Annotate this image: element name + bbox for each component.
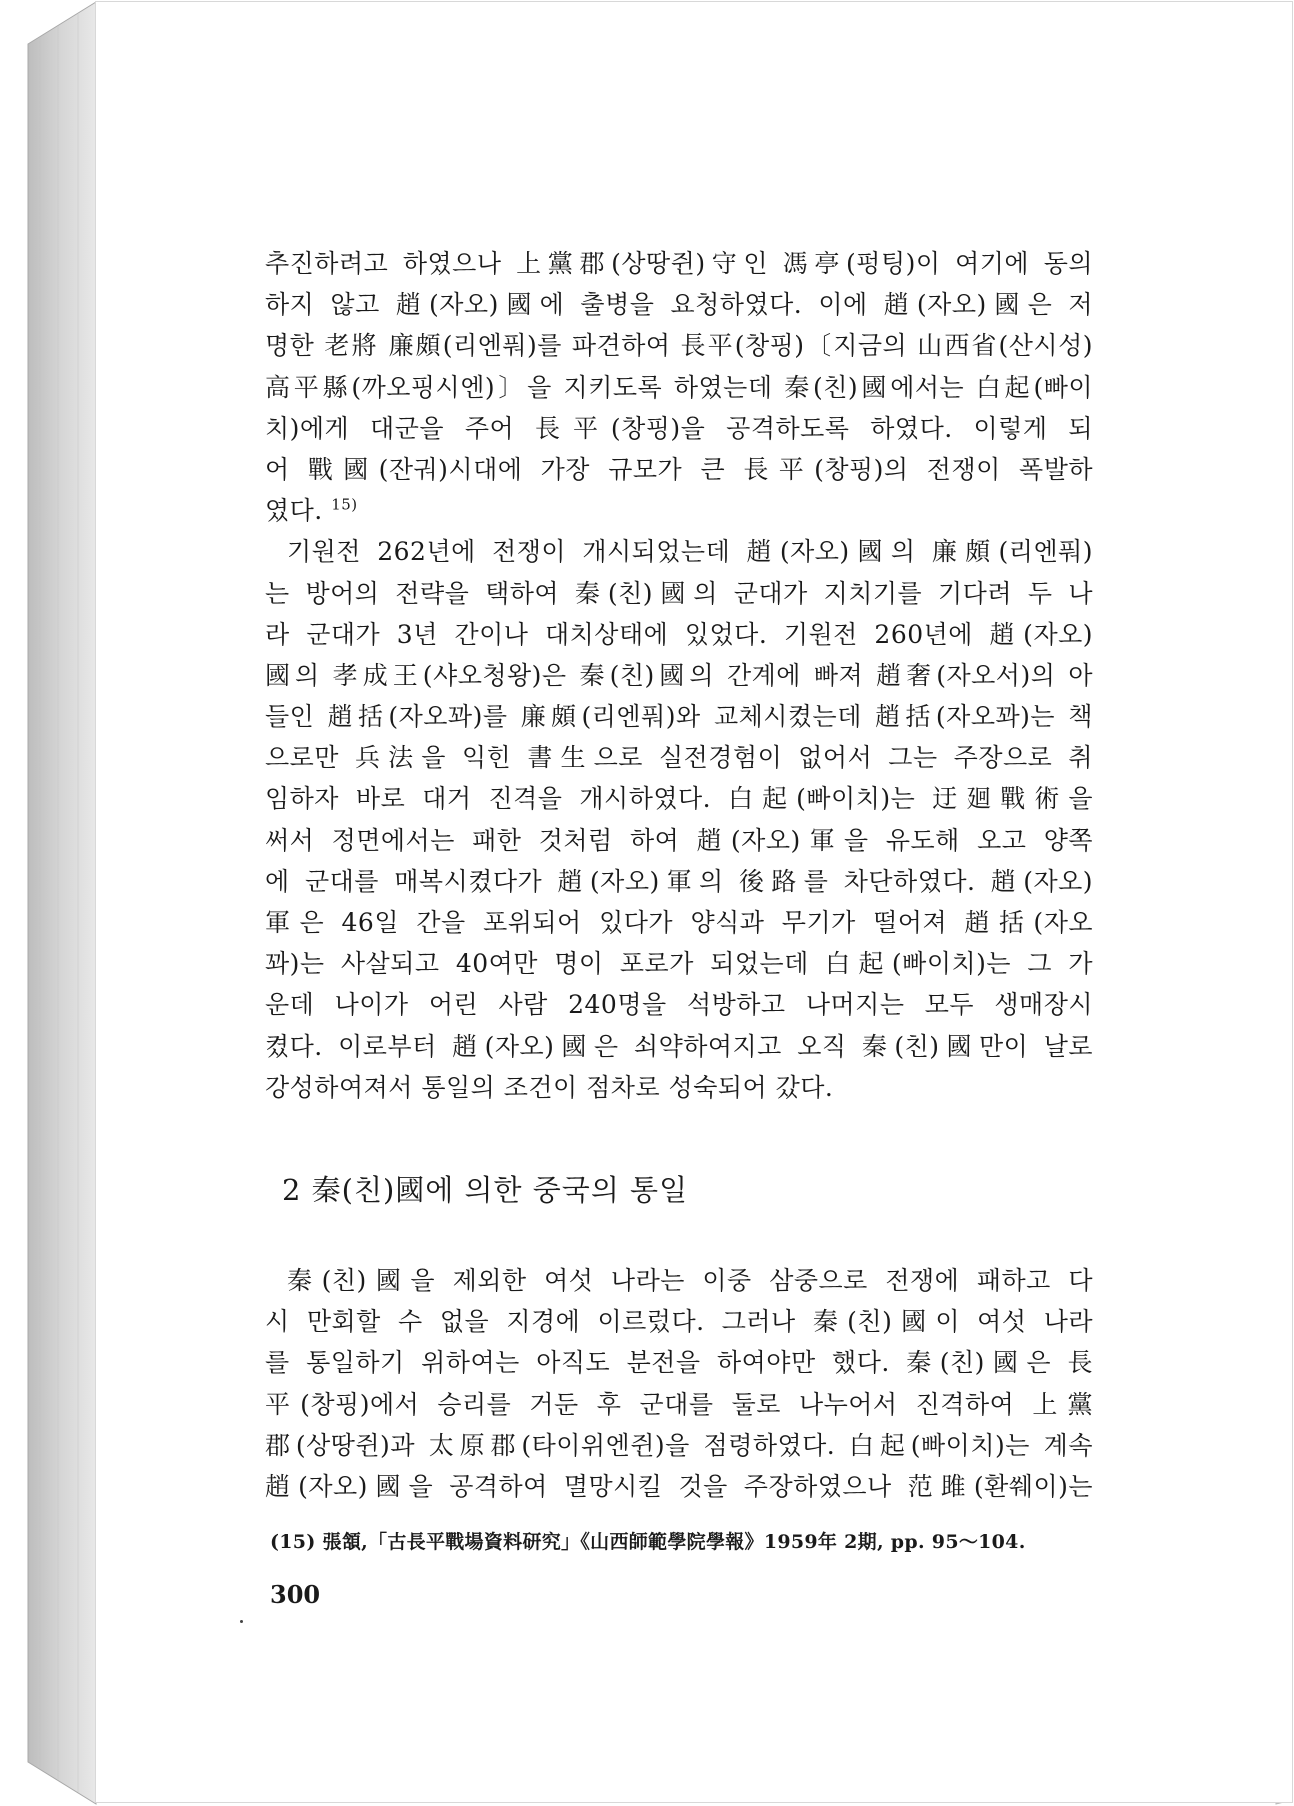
text-line: 치)에게 대군을 주어 長平(창핑)을 공격하도록 하였다. 이렇게 되 — [265, 413, 1093, 443]
text-line: 명한 老將 廉頗(리엔풔)를 파견하여 長平(창핑)〔지금의 山西省(산시성) — [265, 331, 1093, 361]
text-line: 趙(자오)國을 공격하여 멸망시킬 것을 주장하였으나 范雎(환쒜이)는 — [265, 1471, 1093, 1501]
text-line: 高平縣(까오핑시엔)〕을 지키도록 하였는데 秦(친)國에서는 白起(빠이 — [265, 372, 1093, 402]
text-line: 國의 孝成王(샤오청왕)은 秦(친)國의 간계에 빠져 趙奢(자오서)의 아 — [265, 660, 1093, 690]
text-line: 라 군대가 3년 간이나 대치상태에 있었다. 기원전 260년에 趙(자오) — [265, 619, 1093, 649]
text-line: 으로만 兵法을 익힌 書生으로 실전경험이 없어서 그는 주장으로 취 — [265, 743, 1093, 773]
ink-fleck — [240, 1620, 243, 1623]
text-line: 임하자 바로 대거 진격을 개시하였다. 白起(빠이치)는 迂廻戰術을 — [265, 784, 1093, 814]
text-line: 강성하여져서 통일의 조건이 점차로 성숙되어 갔다. — [265, 1072, 834, 1102]
text-line: 운데 나이가 어린 사람 240명을 석방하고 나머지는 모두 생매장시 — [265, 990, 1093, 1020]
text-line: 에 군대를 매복시켰다가 趙(자오)軍의 後路를 차단하였다. 趙(자오) — [265, 866, 1093, 896]
text-line: 써서 정면에서는 패한 것처럼 하여 趙(자오)軍을 유도해 오고 양쪽 — [265, 825, 1093, 855]
text-line-content: 였다. — [265, 496, 323, 526]
text-line: 기원전 262년에 전쟁이 개시되었는데 趙(자오)國의 廉頗(리엔풔) — [287, 537, 1093, 567]
text-line: 軍은 46일 간을 포위되어 있다가 양식과 무기가 떨어져 趙括(자오 — [265, 908, 1093, 937]
text-line: 들인 趙括(자오꽈)를 廉頗(리엔풔)와 교체시켰는데 趙括(자오꽈)는 책 — [265, 702, 1093, 732]
section-heading: 2 秦(친)國에 의한 중국의 통일 — [282, 1173, 689, 1207]
paragraph-3 — [265, 1260, 1093, 1507]
text-line: 郡(상땅쥔)과 太原郡(타이위엔쥔)을 점령하였다. 白起(빠이치)는 계속 — [265, 1430, 1093, 1460]
paragraph-1 — [265, 243, 1093, 1108]
text-line: 平(창핑)에서 승리를 거둔 후 군대를 둘로 나누어서 진격하여 上黨 — [265, 1389, 1093, 1419]
page-number: 300 — [270, 1580, 321, 1609]
text-line: 秦(친)國을 제외한 여섯 나라는 이중 삼중으로 전쟁에 패하고 다 — [287, 1266, 1093, 1295]
text-line: 는 방어의 전략을 택하여 秦(친)國의 군대가 지치기를 기다려 두 나 — [265, 578, 1093, 608]
text-line — [265, 490, 1093, 531]
text-line: 추진하려고 하였으나 上黨郡(상땅쥔)守인 馮亭(펑팅)이 여기에 동의 — [265, 249, 1093, 278]
text-line: 켰다. 이로부터 趙(자오)國은 쇠약하여지고 오직 秦(친)國만이 날로 — [265, 1031, 1093, 1061]
text-line: 를 통일하기 위하여는 아직도 분전을 하여야만 했다. 秦(친)國은 長 — [265, 1348, 1093, 1378]
text-line: 시 만회할 수 없을 지경에 이르렀다. 그러나 秦(친)國이 여섯 나라 — [265, 1307, 1093, 1337]
text-line: 하지 않고 趙(자오)國에 출병을 요청하였다. 이에 趙(자오)國은 저 — [265, 290, 1093, 320]
footnote-reference: 15) — [331, 495, 358, 514]
footnote: (15) 張頷,「古長平戰場資料研究」《山西師範學院學報》1959年 2期, pp. 95～104. — [270, 1531, 1026, 1553]
text-line: 꽈)는 사살되고 40여만 명이 포로가 되었는데 白起(빠이치)는 그 가 — [265, 949, 1093, 979]
text-line: 어 戰國(잔궈)시대에 가장 규모가 큰 長平(창핑)의 전쟁이 폭발하 — [265, 454, 1093, 484]
